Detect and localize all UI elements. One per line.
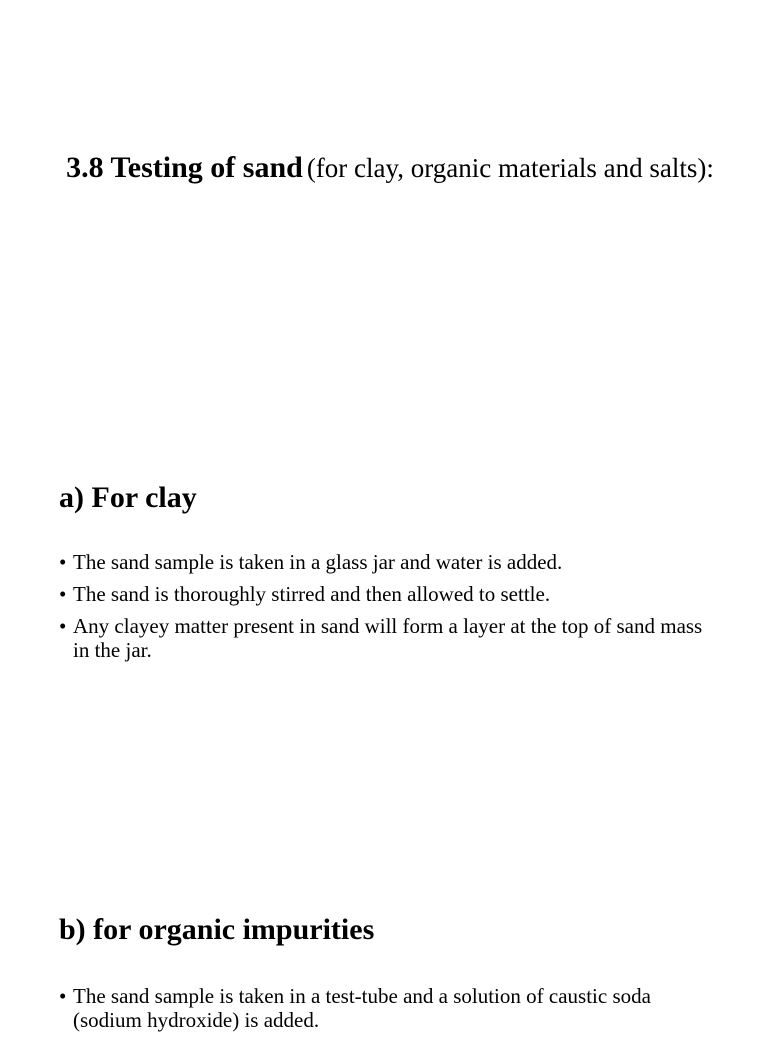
title-main: 3.8 Testing of sand — [66, 151, 303, 184]
bullet-icon: • — [59, 984, 67, 1008]
bullet-icon: • — [59, 614, 67, 638]
slide-title — [60, 152, 720, 189]
list-item — [59, 984, 719, 1032]
list-item-text: The sand sample is taken in a test-tube and a solution of caustic soda (sodium hydroxide) is added. — [73, 984, 651, 1032]
list-item-text: Any clayey matter present in sand will form a layer at the top of sand mass in the jar. — [73, 614, 703, 662]
bullet-icon: • — [59, 550, 67, 574]
list-item — [59, 614, 719, 662]
title-subtitle: (for clay, organic materials and salts): — [306, 153, 714, 183]
bullet-list-clay — [59, 550, 719, 670]
list-item — [59, 582, 719, 606]
list-item-text: The sand sample is taken in a glass jar and water is added. — [73, 550, 563, 574]
list-item-text: The sand is thoroughly stirred and then allowed to settle. — [73, 582, 551, 606]
section-heading-organic: b) for organic impurities — [59, 913, 375, 946]
bullet-icon: • — [59, 582, 67, 606]
list-item — [59, 550, 719, 574]
bullet-list-organic — [59, 984, 719, 1040]
section-heading-clay: a) For clay — [59, 481, 197, 514]
